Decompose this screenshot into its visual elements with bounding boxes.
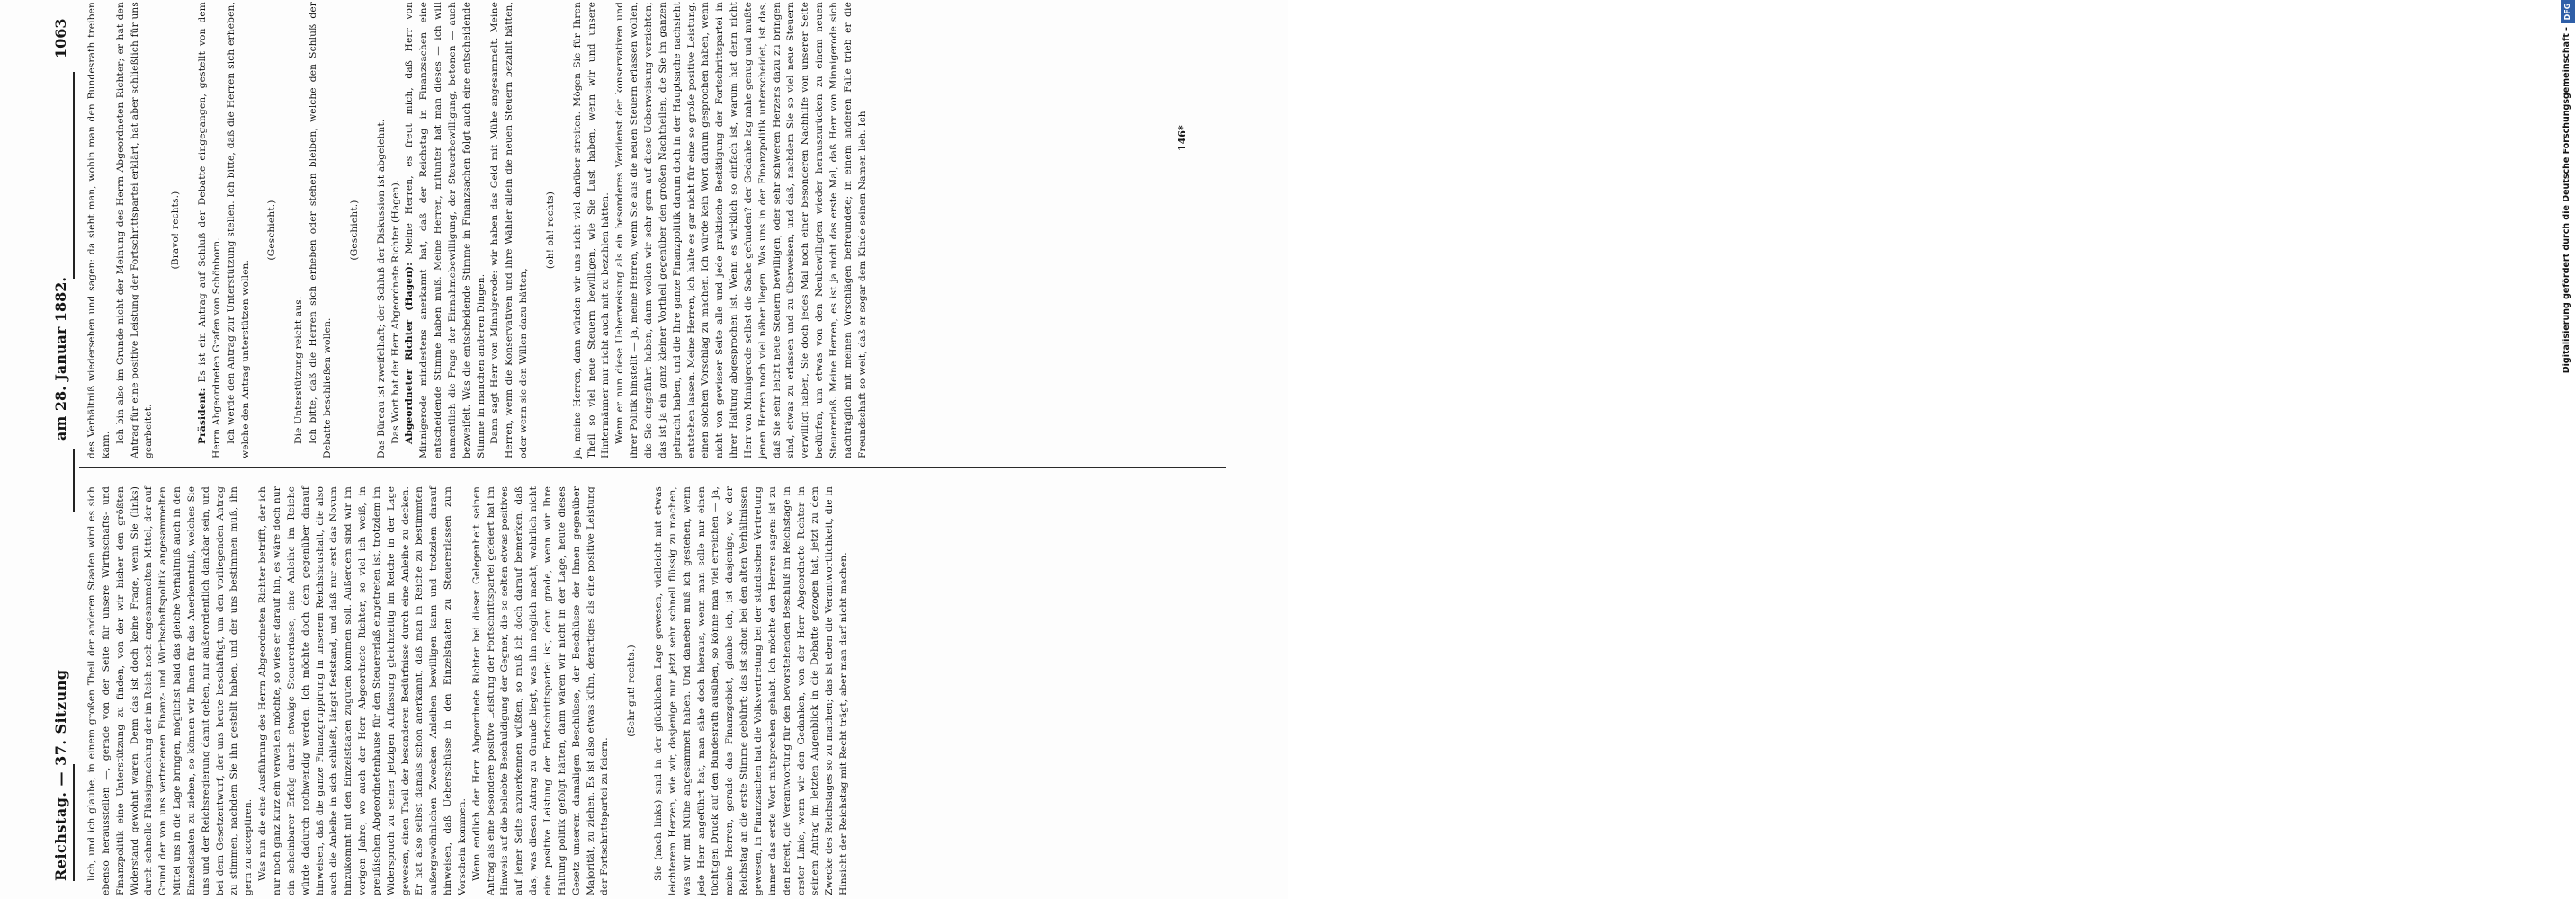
paragraph (403, 2, 488, 458)
paragraph-text: (Geschieht.) (266, 200, 278, 261)
speaker-name: Präsident: (197, 387, 209, 444)
paragraph-text: Meine Herren, es freut mich, daß Herr von Minnigerode mindestens anerkannt hat, daß der Reichstag in Finanzsachen eine entscheidende Stimme haben muß. Meine Herren, mitunter hat man dieses — ich will namentlich die Frage der Einnahmebewilligung, der Steuerbewilligung, betonen — auch bezweifelt. Was die entscheidende Stimme in Finanzsachen folgt auch eine entscheidende Stimme in manchen anderen Dingen. (404, 2, 487, 458)
stage-direction (625, 486, 640, 895)
stage-direction (265, 2, 280, 458)
paragraph (375, 2, 389, 458)
paragraph-text: Ich bitte, daß die Herren sich erheben oder stehen bleiben, welche den Schluß der Debatte beschließen wollen. (308, 2, 333, 458)
paragraph-text: ja, meine Herren, dann würden wir uns nicht viel darüber streiten. Mögen Sie für Ihren Theil so viel neue Steuern bewilligen, wie Sie Lust haben, wenn wir und unsere Hintermänner nur nicht auch mit zu bezahlen hätten. (571, 2, 612, 458)
paragraph (85, 2, 114, 458)
dfg-credit-text: Digitalisierung gefördert durch die Deutsche Forschungsgemeinschaft - (2562, 27, 2572, 374)
paragraph-text: Wenn endlich der Herr Abgeordnete Richter bei dieser Gelegenheit seinen Antrag als eine besondere positive Leistung der Fortschrittspartei gefeiert hat im Hinweis auf die beliebte Beschuldigung der Gegner, die so selten etwas positives auf jener Seite anzuerkennen wüßten, so muß ich doch darauf bemerken, daß das, was diesen Antrag zu Grunde liegt, was ihn möglich macht, wahrlich nicht eine positive Leistung der Fortschrittspartei ist, denn grade, wenn wir Ihre Haltung politik gefolgt hätten, dann wären wir nicht in der Lage, heute dieses Gesetz unserem damaligen Beschlüsse, der Beschlüsse der Ihnen gegenüber Majorität, zu ziehen. Es ist also etwas kühn, derartiges als eine positive Leistung der Fortschrittspartei zu feiern. (470, 486, 611, 895)
paragraph-text: des Verhältniß wiedersehen und sagen: da sieht man, wohin man den Bundesrath treiben kann. (86, 2, 112, 458)
header-center: am 28. Januar 1882. (52, 277, 69, 441)
paragraph-text: (Sehr gut! rechts.) (626, 645, 638, 737)
paragraph (225, 2, 254, 458)
right-column (85, 2, 871, 458)
paragraph (256, 486, 470, 895)
paragraph (85, 486, 256, 895)
paragraph (571, 2, 614, 458)
paragraph (470, 486, 613, 895)
dfg-logo: DFG (2561, 0, 2575, 23)
paragraph-text: Sie (nach links) sind in der glücklichen Lage gewesen, vielleicht mit etwas leichterem Herzen, wie wir, dasjenige nur jetzt sehr schnell flüssig zu machen, was wir mit Mühe angesammelt haben. Und daneben muß ich gestehen, wenn jede Herr angeführt hat, man sähe doch hieraus, wenn man solle nur einen tüchtigen Druck auf den Bundesrath ausüben, so könne man viel erreichen — ja, meine Herren, gerade das Finanzgebiet, glaube ich, ist dasjenige, wo der Reichstag an die erste Stimme gebührt; das ist schon bei den alten Verhältnissen gewesen, in Finanzsachen hat die Volksvertretung bei der ständischen Vertretung immer das erste Wort mitsprechen gehabt. Ich möchte den Herren sagen: ist zu den Bereit, die Verantwortung für den bevorstehenden Beschluß im Reichstage in erster Linie, wenn wir den Gedanken, von der Herr Abgeordnete Richter in seinem Antrag im letzten Augenblick in die Debatte gezogen hat, jetzt zu dem Zwecke des Reichstages so zu machen; das ist eben die Verantwortlichkeit, die in Hinsicht der Reichstag mit Recht trägt, aber man darf nicht machen. (653, 486, 850, 895)
paragraph (488, 2, 532, 458)
header-rule-right (73, 72, 75, 279)
stage-direction (169, 2, 183, 458)
speaker-name: Abgeordneter Richter (Hagen): (404, 262, 416, 444)
stage-direction (544, 2, 559, 458)
paragraph-text: Ich bin also im Grunde nicht der Meinung des Herrn Abgeordneten Richter; er hat den Antrag für eine positive Leistung der Fortschrittspartei erklärt, hat aber schließlich für uns gearbeitet. (114, 2, 155, 458)
paragraph-text: Das Wort hat der Herr Abgeordnete Richter (Hagen). (389, 179, 401, 444)
column-divider (79, 467, 1226, 468)
header-rule-left (73, 764, 75, 881)
paragraph (307, 2, 335, 458)
paragraph (613, 2, 870, 458)
left-column (85, 486, 852, 895)
page-number: 1063 (52, 18, 69, 58)
paragraph-text: Es ist ein Antrag auf Schluß der Debatte eingegangen, gestellt von dem Herrn Abgeordneten Grafen von Schönborn. (197, 2, 222, 458)
header-left: Reichstag. — 37. Sitzung (52, 669, 69, 881)
paragraph-text: (Bravo! rechts.) (170, 191, 182, 270)
digitization-sidebar (1273, 0, 2572, 899)
paragraph (196, 2, 225, 458)
paragraph (114, 2, 157, 458)
page-header (0, 0, 90, 899)
paragraph-text: Dann sagt Herr von Minnigerode: wir haben das Geld mit Mühe angesammelt. Meine Herren, wenn die Konservativen und ihre Wähler allein die neuen Steuern bezahlt hätten, oder wenn sie den Willen dazu hätten, (489, 2, 530, 458)
paragraph-text: Was nun die eine Ausführung des Herrn Abgeordneten Richter betrifft, der ich nur noch ganz kurz ein verweilen möchte, so wies er darauf hin, es wäre doch nur ein scheinbarer Erfolg durch etwaige Steuererlasse; eine Anleihe im Reiche würde dadurch nothwendig werden. Ich möchte doch dem gegenüber darauf hinweisen, daß die ganze Finanzgruppirung in unserem Reichshaushalt, die also auch die Anleihe in sich schließt, längst feststand, und daß nur erst das Novum hinzukommt mit den Einzelstaaten zuguten kommen soll. Außerdem sind wir im vorigen Jahre, wo auch der Herr Abgeordnete Richter, so viel ich weiß, in preußischen Abgeordnetenhause für den Steuererlaß eingetreten ist, trotzdem im Widerspruch zu seiner jetzigen Auffassung gleichzeitig im Reiche in der Lage gewesen, einen Theil der besonderen Bedürfnisse durch eine Anleihe zu decken. Er hat also selbst damals schon anerkannt, daß man in Reiche zu bestimmten außergewöhnlichen Zwecken Anleihen bewilligen kann und trotzdem darauf hinweisen, daß Ueberschüsse in den Einzelstaaten zu Steuererlassen zum Vorschein kommen. (257, 486, 468, 895)
paragraph-text: lich, und ich glaube, in einem großen Theil der anderen Staaten wird es sich ebenso herausstellen —, gerade von der Seite für unsere Wirthschafts- und Finanzpolitik eine Unterstützung zu finden, von der wir bisher den größten Widerstand gewohnt waren. Denn das ist doch keine Frage, wenn Sie (links) durch schnelle Flüssigmachung der im Reich noch angesammelten Mittel, der auf Grund der von uns vertretenen Finanz- und Wirthschaftspolitik angesammelten Mittel uns in die Lage bringen, möglichst bald das gleiche Verhältniß auch in den Einzelstaaten zu ziehen, so können wir Ihnen für das Anerkenntniß, welches Sie uns und der Reichsregierung damit geben, nur außerordentlich dankbar sein, und bei dem Gesetzentwurf, der uns heute beschäftigt, um den vorliegenden Antrag zu stimmen, nachdem Sie ihn gestellt haben, und der uns bestimmen muß, ihn gern zu acceptiren. (86, 486, 255, 895)
paragraph-text: (oh! oh! rechts) (544, 191, 556, 270)
sidebar-strip (2561, 0, 2576, 899)
paragraph (389, 2, 404, 458)
paragraph-text: Die Unterstützung reicht aus. (293, 296, 305, 444)
paragraph (292, 2, 307, 458)
paragraph (652, 486, 852, 895)
paragraph-text: (Geschieht.) (348, 200, 360, 261)
paragraph-text: Wenn er nun diese Ueberweisung als ein besonderes Verdienst der konservativen und ihrer Politik hinstellt — ja, meine Herren, wenn Sie aus die neuen Steuern erlassen wollen, die Sie eingeführt haben, dann wollen wir sehr gern auf diese Ueberweisung verzichten; das ist ja ein ganz kleiner Vortheil gegenüber den großen Nachtheilen, die Sie im ganzen gebracht haben, und die Ihre ganze Finanzpolitik darum doch in der Hauptsache nachsieht entstehen lassen. Meine Herren, ich halte es gar nicht für eine so große positive Leistung, einen solchen Vorschlag zu machen. Ich würde kein Wort darum gesprochen haben, wenn nicht von gewisser Seite alle und jede praktische Bestätigung der Fortschrittspartei in ihrer Haltung abgesprochen ist. Wenn es wirklich so einfach ist, warum hat denn nicht Herr von Minnigerode selbst die Sache gefunden? der Gedanke lag nahe genug und mußte jenen Herren noch viel näher liegen. Was uns in der Finanzpolitik unterscheidet, ist das, daß Sie sehr leicht neue Steuern bewilligen, oder sehr schweren Herzens dazu zu bringen sind, etwas zu erlassen und zu überweisen, und daß, nachdem Sie so viel neue Steuern verwilligt haben, Sie doch jedes Mal noch einer besonderen Nachhilfe von unserer Seite bedürfen, um etwas von den Neubewilligten wieder herauszurücken zu einem neuen Steuererlaß. Meine Herren, es ist ja nicht das erste Mal, daß Herr von Minnigerode sich nachträglich mit meinen Vorschlägen befreundete; in einem anderen Falle trieb er die Freundschaft so weit, daß er sogar dem Kinde seinen Namen lieh. Ich (614, 2, 868, 458)
folio-mark: 146* (1176, 125, 1188, 151)
stage-direction (348, 2, 362, 458)
paragraph-text: Das Büreau ist zweifelhaft; der Schluß der Diskussion ist abgelehnt. (375, 119, 387, 458)
header-rule-center (73, 450, 75, 512)
paragraph-text: Ich werde den Antrag zur Unterstützung stellen. Ich bitte, daß die Herren sich erheben, welche den Antrag unterstützen wollen. (225, 2, 251, 458)
